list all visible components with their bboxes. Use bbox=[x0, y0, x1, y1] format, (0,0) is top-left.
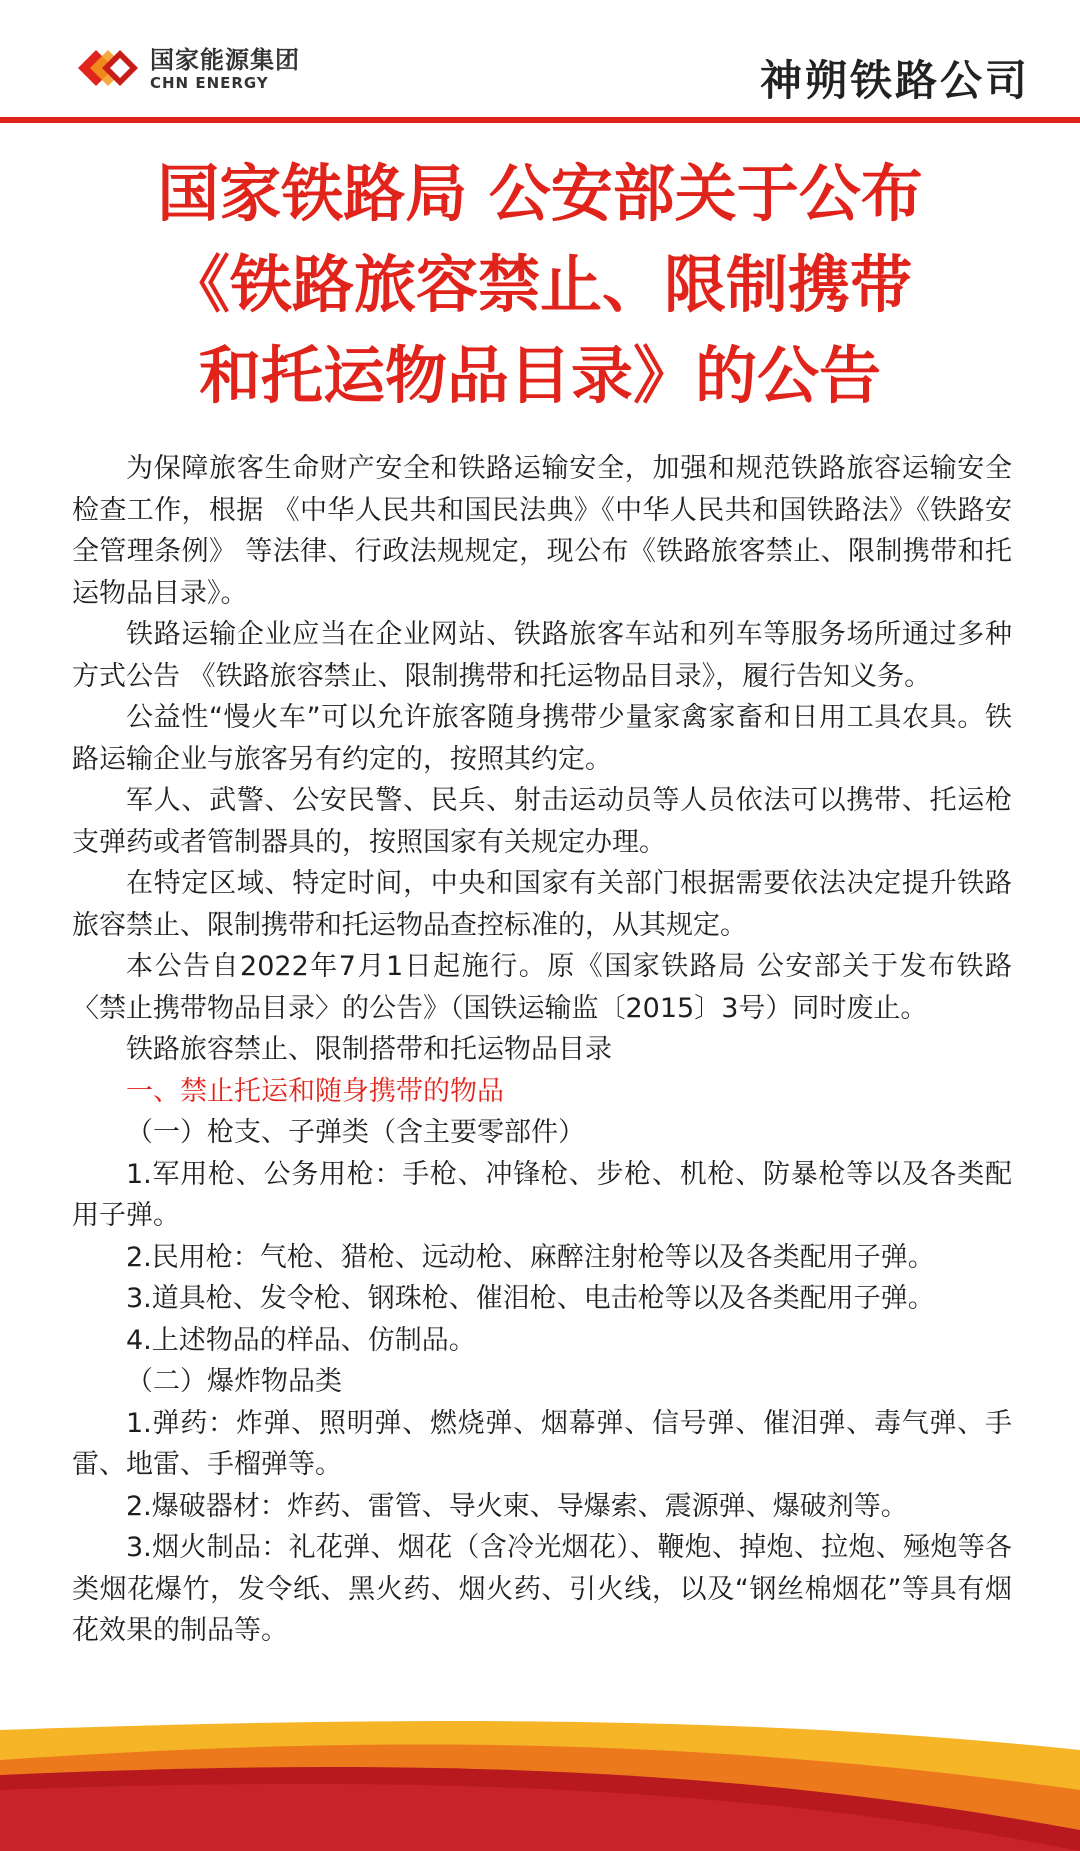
logo-en-text: CHN ENERGY bbox=[150, 74, 269, 92]
body-paragraph: 本公告自2022年7月1日起施行。原《国家铁路局 公安部关于发布铁路〈禁止携带物品目录〉的公告》（国铁运输监〔2015〕3号）同时废止。 bbox=[72, 951, 1012, 1024]
footer-decoration bbox=[0, 1690, 1080, 1851]
list-item: 1.弹药：炸弹、照明弹、燃烧弹、烟幕弹、信号弹、催泪弹、毒气弹、手雷、地雷、手榴弹等。 bbox=[72, 1407, 1012, 1480]
body-paragraph: 在特定区域、特定时间，中央和国家有关部门根据需要依法决定提升铁路旅容禁止、限制携带和托运物品查控标准的，从其规定。 bbox=[72, 868, 1012, 941]
list-item: 2.民用枪：气枪、猎枪、远动枪、麻醉注射枪等以及各类配用子弹。 bbox=[126, 1241, 935, 1273]
title-line-3: 和托运物品目录》的公告 bbox=[198, 339, 881, 412]
catalog-heading: 铁路旅容禁止、限制搭带和托运物品目录 bbox=[126, 1034, 612, 1065]
chn-energy-logo-icon bbox=[68, 38, 148, 98]
list-item: 1.军用枪、公务用枪：手枪、冲锋枪、步枪、机枪、防暴枪等以及各类配用子弹。 bbox=[72, 1158, 1012, 1231]
title-line-1: 国家铁路局 公安部关于公布 bbox=[157, 157, 923, 230]
subsection-heading: （二）爆炸物品类 bbox=[126, 1366, 342, 1397]
list-item: 3.烟火制品：礼花弹、烟花（含冷光烟花）、鞭炮、掉炮、拉炮、殛炮等各类烟花爆竹，发令纸、黑火药、烟火药、引火线，以及“钢丝棉烟花”等具有烟花效果的制品等。 bbox=[72, 1532, 1012, 1646]
title-line-2: 《铁路旅容禁止、限制携带 bbox=[167, 248, 912, 321]
section-heading: 一、禁止托运和随身携带的物品 bbox=[126, 1075, 504, 1107]
list-item: 4.上述物品的样品、仿制品。 bbox=[126, 1324, 476, 1356]
company-name: 神朔铁路公司 bbox=[759, 56, 1030, 105]
list-item: 2.爆破器材：炸药、雷管、导火柬、导爆索、震源弹、爆破剂等。 bbox=[126, 1490, 908, 1522]
logo-cn-text: 国家能源集团 bbox=[150, 46, 300, 74]
body-paragraph: 铁路运输企业应当在企业网站、铁路旅客车站和列车等服务场所通过多种方式公告 《铁路旅容禁止、限制携带和托运物品目录》，履行告知义务。 bbox=[72, 619, 1012, 692]
body-paragraph: 军人、武警、公安民警、民兵、射击运动员等人员依法可以携带、托运枪支弹药或者管制器具的，按照国家有关规定办理。 bbox=[72, 785, 1012, 858]
list-item: 3.道具枪、发令枪、钢珠枪、催泪枪、电击枪等以及各类配用子弹。 bbox=[126, 1283, 935, 1314]
header-divider bbox=[0, 117, 1080, 123]
announcement-title bbox=[40, 148, 1040, 421]
logo-text bbox=[150, 46, 300, 92]
announcement-body bbox=[72, 448, 1012, 1652]
header-bar bbox=[0, 0, 1080, 118]
body-paragraph: 公益性“慢火车”可以允许旅客随身携带少量家禽家畜和日用工具农具。铁路运输企业与旅客另有约定的，按照其约定。 bbox=[72, 702, 1012, 775]
subsection-heading: （一）枪支、子弹类（含主要零部件） bbox=[126, 1117, 585, 1148]
body-paragraph: 为保障旅客生命财产安全和铁路运输安全，加强和规范铁路旅容运输安全检查工作，根据 《中华人民共和国民法典》《中华人民共和国铁路法》《铁路安全管理条例》 等法律、行政法规规定，现公布《铁路旅客禁止、限制携带和托运物品目录》。 bbox=[72, 453, 1012, 609]
